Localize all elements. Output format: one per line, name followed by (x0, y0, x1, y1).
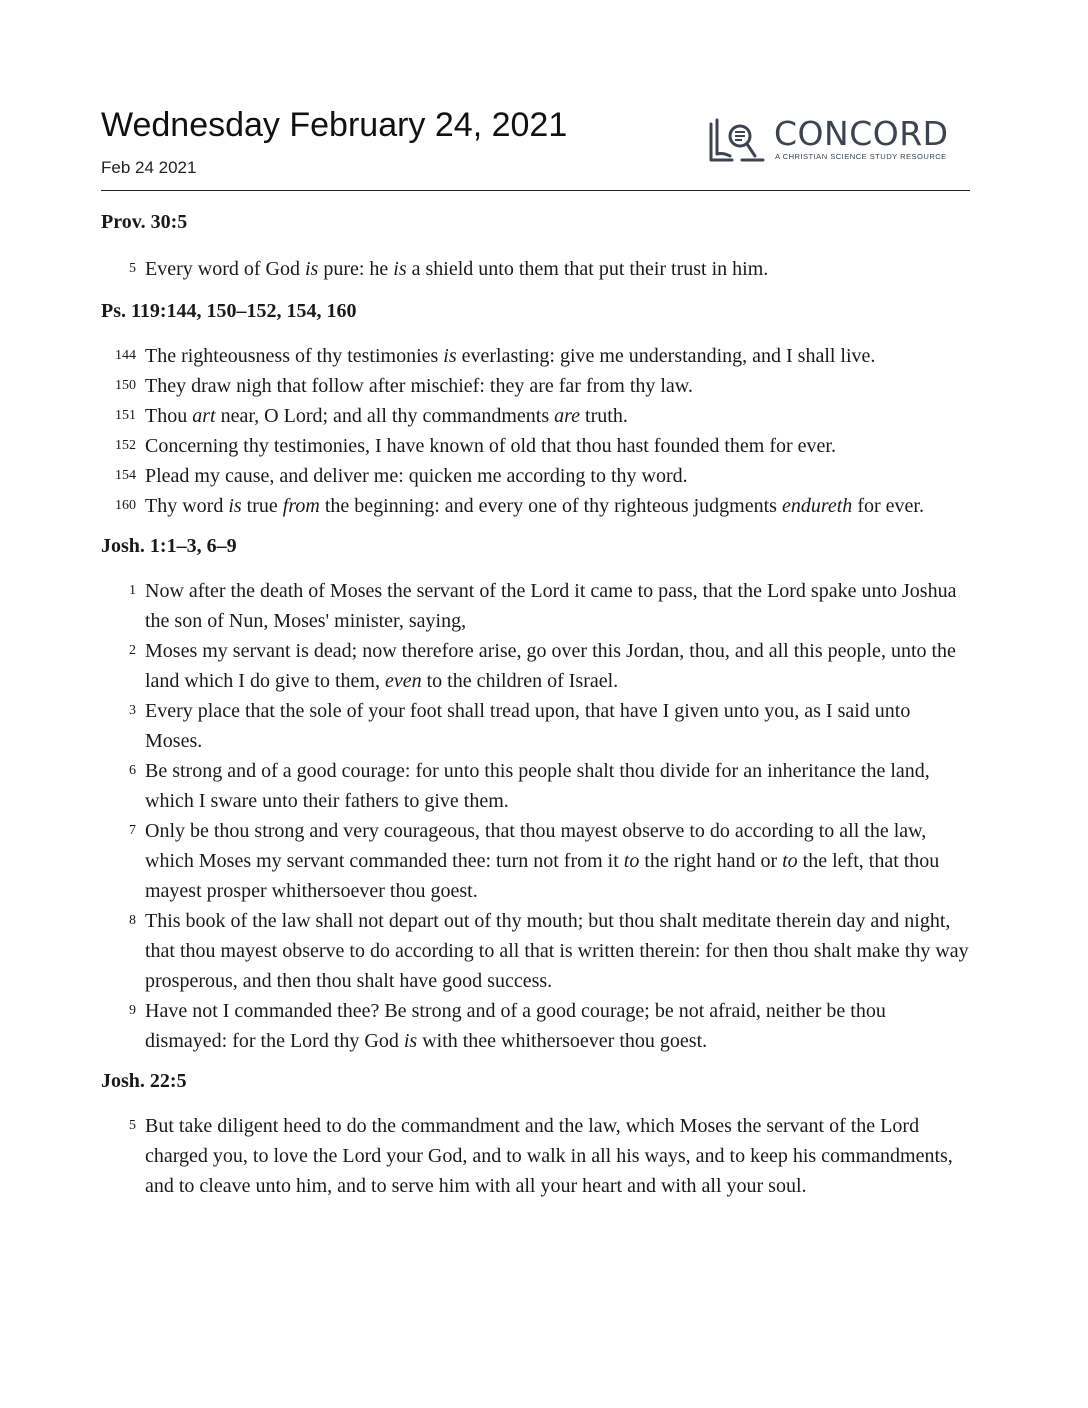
verse-text: But take diligent heed to do the commandment and the law, which Moses the servant of the Lord charged you, to love the Lord your God, and to walk in all his ways, and to keep his commandments, and to cleave unto him, and to serve him with all your heart and with all your soul. (145, 1115, 953, 1197)
verse-number: 151 (115, 408, 136, 423)
verse-text: Concerning thy testimonies, I have known of old that thou hast founded them for ever. (145, 435, 836, 457)
verse (101, 1111, 970, 1201)
verse (101, 431, 970, 461)
citation-heading: Ps. 119:144, 150–152, 154, 160 (101, 300, 357, 322)
verse (101, 636, 970, 696)
verse-number: 8 (129, 913, 136, 928)
verse (101, 491, 970, 521)
verse-text: This book of the law shall not depart out of thy mouth; but thou shalt meditate therein day and night, that thou mayest observe to do according to all that is written therein: for then thou shalt make thy way prosperous, and then thou shalt have good success. (145, 910, 969, 992)
citation-heading: Josh. 22:5 (101, 1070, 187, 1092)
verse-list (101, 254, 970, 284)
verse (101, 576, 970, 636)
document-page (101, 0, 970, 1201)
verse-number: 6 (129, 763, 136, 778)
verse-number: 5 (129, 1118, 136, 1133)
verse-number: 154 (115, 468, 136, 483)
verse-list (101, 1111, 970, 1201)
page-title: Wednesday February 24, 2021 (101, 106, 568, 144)
verse-text: Only be thou strong and very courageous, that thou mayest observe to do according to all the law, which Moses my servant commanded thee: turn not from it to the right hand or to the left, that thou mayest prosper whithersoever thou goest. (145, 820, 940, 902)
verse (101, 371, 970, 401)
verse-number: 150 (115, 378, 136, 393)
verse-number: 160 (115, 498, 136, 513)
verse-number: 144 (115, 348, 136, 363)
verse-text: Moses my servant is dead; now therefore arise, go over this Jordan, thou, and all this people, unto the land which I do give to them, even to the children of Israel. (145, 640, 956, 692)
verse-number: 2 (129, 643, 136, 658)
verse (101, 254, 970, 284)
verse-list (101, 576, 970, 1056)
readings (101, 211, 970, 1201)
verse-number: 3 (129, 703, 136, 718)
concord-logo[interactable] (708, 116, 970, 168)
verse-text: Now after the death of Moses the servant of the Lord it came to pass, that the Lord spake unto Joshua the son of Nun, Moses' minister, saying, (145, 580, 957, 632)
verse (101, 816, 970, 906)
verse-text: Every word of God is pure: he is a shield unto them that put their trust in him. (145, 258, 769, 280)
logo-tagline: A CHRISTIAN SCIENCE STUDY RESOURCE (775, 152, 947, 161)
verse-text: Be strong and of a good courage: for unto this people shalt thou divide for an inheritance the land, which I sware unto their fathers to give them. (145, 760, 930, 812)
verse (101, 906, 970, 996)
verse (101, 996, 970, 1056)
verse-number: 9 (129, 1003, 136, 1018)
verse (101, 696, 970, 756)
verse (101, 756, 970, 816)
verse-text: Have not I commanded thee? Be strong and of a good courage; be not afraid, neither be thou dismayed: for the Lord thy God is with thee whithersoever thou goest. (145, 1000, 886, 1052)
verse-text: Thou art near, O Lord; and all thy commandments are truth. (145, 405, 628, 427)
page-date: Feb 24 2021 (101, 158, 197, 177)
verse-text: Every place that the sole of your foot shall tread upon, that have I given unto you, as I said unto Moses. (145, 700, 911, 752)
verse-text: Thy word is true from the beginning: and every one of thy righteous judgments endureth for ever. (145, 495, 924, 517)
verse-number: 1 (129, 583, 136, 598)
verse (101, 401, 970, 431)
logo-wordmark: CONCORD (774, 114, 949, 153)
verse-number: 5 (129, 261, 136, 276)
verse (101, 341, 970, 371)
verse-text: The righteousness of thy testimonies is everlasting: give me understanding, and I shall live. (145, 345, 876, 367)
verse-number: 152 (115, 438, 136, 453)
citation-heading: Prov. 30:5 (101, 211, 188, 233)
verse-list (101, 341, 970, 521)
page-header (101, 0, 970, 191)
verse-text: Plead my cause, and deliver me: quicken me according to thy word. (145, 465, 688, 487)
verse-number: 7 (129, 823, 136, 838)
book-magnifier-icon (708, 116, 766, 166)
verse (101, 461, 970, 491)
citation-heading: Josh. 1:1–3, 6–9 (101, 535, 237, 557)
verse-text: They draw nigh that follow after mischief: they are far from thy law. (145, 375, 693, 397)
